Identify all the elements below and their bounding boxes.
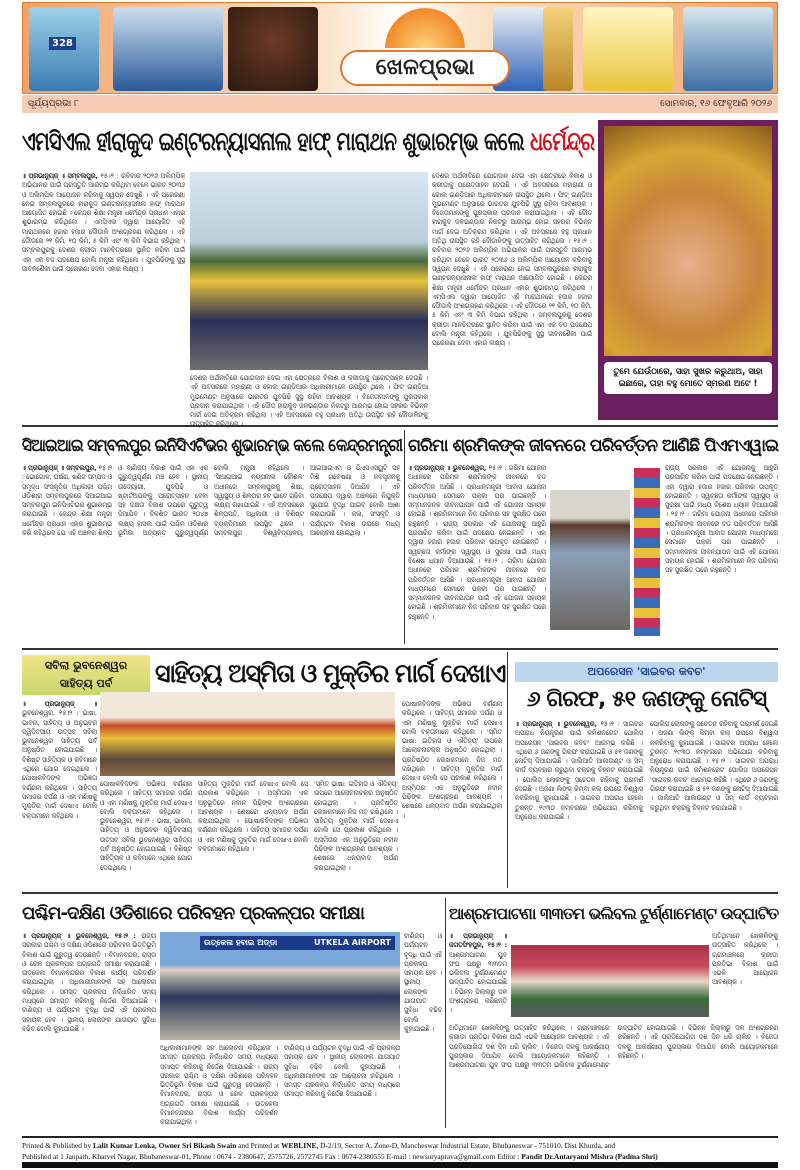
story3-headline: ଗରିମା ଶ୍ରମିକଙ୍କ ଜୀବନରେ ପରିବର୍ତ୍ତନ ଆଣିଛି ପିଏମଏୱାଇ bbox=[408, 436, 779, 456]
trophy-photo bbox=[543, 7, 573, 91]
imprint-footer: Printed & Published by Lalit Kumar Lenka, Owner Sri Bikash Swain and Printed at WEBLINE, D-2/19, Sector A, Zone-D, Mancheswar Industrial Estate, Bhubaneswar - 751010, Dist Khurda, and Published at 1 Janpath, Kharvel Nagar, Bhubaneswar-01, Phone : 0674 - 2380647, 2575726, 2572745 Fax : 0674-2380555 E-mail : newsuryaprava@gmail.com Editor : Pandit Dr.Antaryami Mishra (Padma Shri) bbox=[22, 1136, 778, 1162]
story3-column-2: ରାଜ୍ୟ ସରକାର ଏହି ଯୋଜନାକୁ ଆହୁରି ପ୍ରସାରିତ କରିବା ପାଇଁ ପଦକ୍ଷେପ ନେଇଛନ୍ତି । ଏହା ଦ୍ୱାରା ହଜାର ହଜାର ପରିବାର ଉପକୃତ ହୋଇଛନ୍ତି । ସ୍ୱଚ୍ଛତା କର୍ମୀଙ୍କ ସ୍ୱାସ୍ଥ୍ୟ ଓ ସୁରକ୍ଷା ପାଇଁ ମଧ୍ୟ ବିଶେଷ ଧ୍ୟାନ ଦିଆଯାଉଛି । ୧୫।୨ : ଗରିମା ଯୋଜନା ଅଧୀନରେ ପରିମଳ ଶ୍ରମିକଙ୍କ ଜୀବନରେ ବଡ ପରିବର୍ତ୍ତନ ଆସିଛି । ପ୍ରଧାନମନ୍ତ୍ରୀ ଆବାସ ଯୋଜନା ମାଧ୍ୟମରେ ସେମାନେ ପକ୍କା ଘର ପାଇଛନ୍ତି । ସମ୍ମାନଜନକ ଜୀବନଯାପନ ପାଇଁ ଏହି ଯୋଜନା ସହାୟକ ହୋଇଛି । ଶ୍ରମିକମାନେ ନିଜ ପରିବାର ସହ ସୁରକ୍ଷିତ ଘରେ ରହୁଛନ୍ତି । bbox=[665, 465, 778, 575]
story1-column-2: ଦେଶର ଅର୍ଥନୀତିରେ ଯୋଗଦାନ ଦେଇ ଏହା କ୍ଷେତ୍ରରେ ବିକାଶ ଓ କ୍ରୀଡାକୁ ପ୍ରୋତ୍ସାହନ ଦେଉଛି । ଏହି ଅବସରରେ ମହାରାଣୀ ଓ କୋଲ ଇଣ୍ଡିଆର ଅଧିକାରୀମାନେ ଉପସ୍ଥିତ ଥିଲେ । ଫିଟ୍ ଇଣ୍ଡିଆ ମୁଭମେଣ୍ଟ ଅନୁସାରେ ଭାରତର ଯୁବପିଢି ସୁସ୍ଥ ରହିବା ଆବଶ୍ୟକ । ବିଜେତାମାନଙ୍କୁ ପୁରସ୍କାର ପ୍ରଦାନ କରାଯାଇଥିଲା । ଏହି ଦୌଡ ହୀରାକୁଦ ଜଳଭଣ୍ଡାର ନିକଟରୁ ଆରମ୍ଭ ହୋଇ ସହରର ବିଭିନ୍ନ ମାର୍ଗ ଦେଇ ଅତିକ୍ରମ କରିଥିଲା । ଏହି ଅବସରରେ ବହୁ ପ୍ରଧାନ ଅତିଥି ଉପସ୍ଥିତ ରହି ଦୌଡାଳିଙ୍କୁ bbox=[190, 375, 428, 420]
story4-column-4: 'ସ୍ମିତ ଭାଷା: ଇତିହାସ ଓ ଐତିହ୍ୟ' ଉପରେ ଆଲୋଚନାଚକ୍ର ଅନୁଷ୍ଠିତ ହୋଇଥିଲା । ପ୍ରତିଷ୍ଠିତ ଲେଖକମାନେ ନିଜ ମତ ରଖିଥିଲେ । ସାହିତ୍ୟ ମୁକ୍ତିର ମାର୍ଗ ଦେଖାଏ ବୋଲି ସେ ପ୍ରକାଶ କରିଥିଲେ । ଅସ୍ମିତାର ଏକ ଅନୁଭୂତିରେ ନବୀନ ପିଢିଙ୍କ ଅଂଶଗ୍ରହଣ ଆବଶ୍ୟକ । ଶେଷରେ ଧନ୍ୟବାଦ ଅର୍ପଣ କରାଯାଇଥିଲା । bbox=[314, 781, 398, 872]
divider bbox=[445, 898, 446, 1128]
decorative-panel bbox=[634, 468, 660, 636]
story4-column-1: ॥ ପ୍ରଭାନ୍ୟୁଜ୍ ॥ ଭୁବନେଶ୍ୱର, ୧୫।୨ : ଭାଷା, ଭାବନା, ସାହିତ୍ୟ ଓ ଅନୁଭବର ଦ୍ୱିଦିବସୀୟ ଉତ୍ସବ ସବିଲା ଭୁବନେଶ୍ୱର ସାହିତ୍ୟ ପର୍ବ ଅନୁଷ୍ଠିତ ହୋଇଯାଇଛି । ବିଶିଷ୍ଟ ସାହିତ୍ୟିକ ଓ କବିମାନେ ଏଥିରେ ଯୋଗ ଦେଇଥିଲେ । ପୋଷାକବିଦଙ୍କ ଅଭିଜ୍ଞତା ବର୍ଣ୍ଣନା କରିଥିଲେ । ସାହିତ୍ୟ ସମାଜର ଦର୍ପଣ ଓ ଏହା ମଣିଷକୁ ମୁକ୍ତିର ମାର୍ଗ ଦେଖାଏ ବୋଲି ବକ୍ତାମାନେ କହିଥିଲେ । bbox=[22, 701, 97, 820]
badminton-player-photo bbox=[583, 7, 673, 91]
airport-sign: ଉତ୍କେଳା ହବାଇ ଅଡ୍ଡା UTKELA AIRPORT bbox=[200, 936, 395, 950]
airport-photo bbox=[160, 932, 400, 1040]
worker-photo bbox=[550, 490, 630, 630]
story7-column-2: ଅତିଥିମାନେ ଖେଳାଳିଙ୍କୁ ଉତ୍ସାହିତ କରିଥିଲେ । ଗ୍ରାମାଞ୍ଚଳରେ କ୍ରୀଡା ପ୍ରତିଭା ବିକାଶ ପାଇଁ ଏଭଳି ଆୟୋଜନ ଆବଶ୍ୟକ । bbox=[712, 933, 778, 987]
story1-headline: ଏମସିଏଲ ହୀରାକୁଦ ଇଣ୍ଟରନ୍ୟାସନାଲ ହାଫ୍ ମାରାଥନ ଶୁଭାରମ୍ଭ କଲେ ଧର୍ମେନ୍ଦ୍ର bbox=[22, 127, 595, 157]
story5-column-1: ॥ ପ୍ରଭାନ୍ୟୁଜ୍ ॥ ଭୁବନେଶ୍ୱର, ୧୫।୨ : ସାଇବର ଅପରାଧ ନିୟନ୍ତ୍ରଣ ପାଇଁ କମିଶନରେଟ ପୋଲିସ ଅପରେସନ 'ସାଇବର କବଚ' ଆରମ୍ଭ କରିଛି । ଏଥିରେ ୬ ଜଣଙ୍କୁ ଗିରଫ କରାଯାଇଛି ଓ ୫୧ ଜଣଙ୍କୁ ନୋଟିସ୍ ଦିଆଯାଇଛି । ଜାଲିଆତି ଆକାଉଣ୍ଟ ଓ ସିମ୍ କାର୍ଡ ବ୍ୟବହାର କରୁଥିବା ଚକ୍ରକୁ ଚିହ୍ନଟ କରାଯାଇଛି । ପୋଲିସ ଲୋକଙ୍କୁ ସଚେତନ ରହିବାକୁ ପରାମର୍ଶ ଦେଇଛି । ଅଜଣା ଲିଙ୍କ୍ କିମ୍ବା କଲ୍ ଉପରେ ବିଶ୍ୱାସ ନକରିବାକୁ କୁହାଯାଇଛି । ସାଇବର ଅପରାଧ ହେଲେ ତୁରନ୍ତ ୧୯୩୦ ନମ୍ବରରେ ଅଭିଯୋଗ କରିବାକୁ ଅନୁରୋଧ କରାଯାଇଛି । bbox=[515, 721, 643, 821]
story3-column-1: ॥ ପ୍ରଭାନ୍ୟୁଜ୍ ॥ ଭୁବନେଶ୍ୱର, ୧୫।୨ : ଗରିମା ଯୋଜନା ଅଧୀନରେ ପରିମଳ ଶ୍ରମିକଙ୍କ ଜୀବନରେ ବଡ ପରିବର୍ତ୍ତନ ଆସିଛି । ପ୍ରଧାନମନ୍ତ୍ରୀ ଆବାସ ଯୋଜନା ମାଧ୍ୟମରେ ସେମାନେ ପକ୍କା ଘର ପାଇଛନ୍ତି । ସମ୍ମାନଜନକ ଜୀବନଯାପନ ପାଇଁ ଏହି ଯୋଜନା ସହାୟକ ହୋଇଛି । ଶ୍ରମିକମାନେ ନିଜ ପରିବାର ସହ ସୁରକ୍ଷିତ ଘରେ ରହୁଛନ୍ତି । ରାଜ୍ୟ ସରକାର ଏହି ଯୋଜନାକୁ ଆହୁରି ପ୍ରସାରିତ କରିବା ପାଇଁ ପଦକ୍ଷେପ ନେଇଛନ୍ତି । ଏହା ଦ୍ୱାରା ହଜାର ହଜାର ପରିବାର ଉପକୃତ ହୋଇଛନ୍ତି । ସ୍ୱଚ୍ଛତା କର୍ମୀଙ୍କ ସ୍ୱାସ୍ଥ୍ୟ ଓ ସୁରକ୍ଷା ପାଇଁ ମଧ୍ୟ ବିଶେଷ ଧ୍ୟାନ ଦିଆଯାଉଛି । ୧୫।୨ : ଗରିମା ଯୋଜନା ଅଧୀନରେ ପରିମଳ ଶ୍ରମିକଙ୍କ ଜୀବନରେ ବଡ ପରିବର୍ତ୍ତନ ଆସିଛି । ପ୍ରଧାନମନ୍ତ୍ରୀ ଆବାସ ଯୋଜନା ମାଧ୍ୟମରେ ସେମାନେ ପକ୍କା ଘର ପାଇଛନ୍ତି । ସମ୍ମାନଜନକ ଜୀବନଯାପନ ପାଇଁ ଏହି ଯୋଜନା ସହାୟକ ହୋଇଛି । ଶ୍ରମିକମାନେ ନିଜ ପରିବାର ସହ ସୁରକ୍ଷିତ ଘରେ ରହୁଛନ୍ତି । bbox=[408, 465, 546, 621]
story2-headline: ସିଆଇଆଇ ସମ୍ବଲପୁର ଇନିସିଏଟିଭର ଶୁଭାରମ୍ଭ କଲେ କେନ୍ଦ୍ରମନ୍ତ୍ରୀ bbox=[22, 436, 403, 456]
story4-headline: ସାହିତ୍ୟ ଅସ୍ମିତା ଓ ମୁକ୍ତିର ମାର୍ଗ ଦେଖାଏ bbox=[155, 659, 506, 689]
story1-column-1: ॥ ପ୍ରଭାନ୍ୟୁଜ୍ ॥ ସମ୍ବଲପୁର, ୧୫।୨ : ରବିବାର ୨୦୨୬ ଅଲିମ୍ପିକ ଅଭିଯାନର ପାଇଁ ପ୍ରସ୍ତୁତି ଆରମ୍ଭ କରିଥିବା ବେଳେ ଭାରତ ୨୦୩୬ ଓ ଅଲିମ୍ପିକ ଆୟୋଜନ କରିବାକୁ ସ୍ୱପ୍ନ ଦେଖୁଛି । ଏହି ପ୍ରେରଣା ନେଇ ସମ୍ବଲପୁରରେ ହୀରାକୁଦ ଇଣ୍ଟରନ୍ୟାସନାଲ ହାଫ୍ ମାରାଥନ ଆୟୋଜିତ ହୋଇଛି । କେନ୍ଦ୍ର ଶିକ୍ଷା ମନ୍ତ୍ରୀ ଧର୍ମେନ୍ଦ୍ର ପ୍ରଧାନ ଏହାର ଶୁଭାରମ୍ଭ କରିଥିଲେ । ଏମସିଏଲ ଦ୍ୱାରା ଆୟୋଜିତ ଏହି ମାରାଥନରେ ହଜାର ହଜାର ଦୌଡାଳି ଅଂଶଗ୍ରହଣ କରିଥିଲେ । ଏହି ଦୌଡରେ ୨୧ କିମି, ୧୦ କିମି, ୫ କିମି ଏବଂ ୩ କିମି ବିଭାଗ ରହିଥିଲା । ସମ୍ବଲପୁରକୁ ଦେଶର କ୍ରୀଡା ମାନଚିତ୍ରରେ ସ୍ଥାନିତ କରିବା ପାଇଁ ଏହା ଏକ ବଡ ପଦକ୍ଷେପ ବୋଲି ମନ୍ତ୍ରୀ କହିଥିଲେ । ଯୁବପିଢିଙ୍କୁ ସୁସ୍ଥ ଜୀବନଶୈଳୀ ପାଇଁ ପ୍ରେରଣା ଦେବା ଏହାର ଲକ୍ଷ୍ୟ । bbox=[22, 173, 185, 273]
story4-column-5: ପୋଷାକବିଦଙ୍କ ଅଭିଜ୍ଞତା ବର୍ଣ୍ଣନା କରିଥିଲେ । ସାହିତ୍ୟ ସମାଜର ଦର୍ପଣ ଓ ଏହା ମଣିଷକୁ ମୁକ୍ତିର ମାର୍ଗ ଦେଖାଏ ବୋଲି ବକ୍ତାମାନେ କହିଥିଲେ । 'ସ୍ମିତ ଭାଷା: ଇତିହାସ ଓ ଐତିହ୍ୟ' ଉପରେ ଆଲୋଚନାଚକ୍ର ଅନୁଷ୍ଠିତ ହୋଇଥିଲା । ପ୍ରତିଷ୍ଠିତ ଲେଖକମାନେ ନିଜ ମତ ରଖିଥିଲେ । ସାହିତ୍ୟ ମୁକ୍ତିର ମାର୍ଗ ଦେଖାଏ ବୋଲି ସେ ପ୍ରକାଶ କରିଥିଲେ । ଅସ୍ମିତାର ଏକ ଅନୁଭୂତିରେ ନବୀନ ପିଢିଙ୍କ ଅଂଶଗ୍ରହଣ ଆବଶ୍ୟକ । ଶେଷରେ ଧନ୍ୟବାଦ ଅର୍ପଣ କରାଯାଇଥିଲା । bbox=[402, 701, 502, 820]
literature-festival-photo bbox=[100, 692, 395, 776]
story6-column-1: ॥ ପ୍ରଭାନ୍ୟୁଜ୍ ॥ ଭୁବନେଶ୍ୱର, ୧୫।୨ : ରାଜ୍ୟ ସରକାର ପଶ୍ଚିମ ଓ ଦକ୍ଷିଣ ଓଡିଶାରେ ପରିବହନ ଭିତ୍ତିଭୂମି ବିକାଶ ପାଇଁ ଗୁରୁତ୍ୱ ଦେଉଛନ୍ତି । ବିମାନବନ୍ଦର, ରାସ୍ତା ଓ ରେଳ ପ୍ରକଳ୍ପର ଅଗ୍ରଗତି ସମୀକ୍ଷା କରାଯାଇଛି । ଉତ୍କେଳା ବିମାନବନ୍ଦରର ବିକାଶ କାର୍ଯ୍ୟ ପରିଦର୍ଶନ କରାଯାଇଥିଲା । ଅଧିକାରୀମାନଙ୍କ ସହ ଆଲୋଚନା କରିଥିଲେ । ସମସ୍ତ ପ୍ରକଳ୍ପ ନିର୍ଦ୍ଧାରିତ ସମୟ ମଧ୍ୟରେ ସମାପ୍ତ କରିବାକୁ ନିର୍ଦ୍ଦେଶ ଦିଆଯାଇଛି । ବାଣିଜ୍ୟ ଓ ପର୍ଯ୍ୟଟନ ବୃଦ୍ଧି ପାଇଁ ଏହି ପ୍ରକଳ୍ପ ସହାୟକ ହେବ । ସ୍ଥାନୀୟ ଲୋକଙ୍କ ଯାତାୟାତ ସୁବିଧା ବଢିବ ବୋଲି କୁହାଯାଇଛି । bbox=[22, 933, 156, 1033]
athlete-photo: 328 bbox=[29, 7, 99, 91]
page-number: ସୂର୍ଯ୍ୟପ୍ରଭା ୮ bbox=[28, 99, 79, 109]
story7-column-3: ଅତିଥିମାନେ ଖେଳାଳିଙ୍କୁ ଉତ୍ସାହିତ କରିଥିଲେ । ଗ୍ରାମାଞ୍ଚଳରେ କ୍ରୀଡା ପ୍ରତିଭା ବିକାଶ ପାଇଁ ଏଭଳି ଆୟୋଜନ ଆବଶ୍ୟକ । ଏହି ପ୍ରତିଯୋଗିତା ଦଶ ଦିନ ଧରି ଚାଲିବ । ବିଜେତା ଦଳକୁ ଆକର୍ଷଣୀୟ ପୁରସ୍କାର ଦିଆଯିବ ବୋଲି ଆୟୋଜକମାନେ କହିଛନ୍ତି । ଆଶ୍ରମପାଟଣା ଯୁବ ସଂଘ ପକ୍ଷରୁ ୩୩ତମ ଭଲିବଲ ଟୁର୍ଣ୍ଣାମେଣ୍ଟ ଉଦ୍‌ଘାଟିତ ହୋଇଯାଇଛି । ବିଭିନ୍ନ ଜିଲ୍ଲାରୁ ଦଳ ଅଂଶଗ୍ରହଣ କରିଛନ୍ତି । ଏହି ପ୍ରତିଯୋଗିତା ଦଶ ଦିନ ଧରି ଚାଲିବ । ବିଜେତା ଦଳକୁ ଆକର୍ଷଣୀୟ ପୁରସ୍କାର ଦିଆଯିବ ବୋଲି ଆୟୋଜକମାନେ କହିଛନ୍ତି । bbox=[449, 1025, 778, 1070]
festival-badge: ସବିଲା ଭୁବନେଶ୍ୱର ସାହିତ୍ୟ ପର୍ବ bbox=[22, 655, 150, 695]
story7-column-1: ॥ ପ୍ରଭାନ୍ୟୁଜ୍ ॥ ଜଗତସିଂହପୁର, ୧୫।୨ : ଆଶ୍ରମପାଟଣା ଯୁବ ସଂଘ ପକ୍ଷରୁ ୩୩ତମ ଭଲିବଲ ଟୁର୍ଣ୍ଣାମେଣ୍ଟ ଉଦ୍‌ଘାଟିତ ହୋଇଯାଇଛି । ବିଭିନ୍ନ ଜିଲ୍ଲାରୁ ଦଳ ଅଂଶଗ୍ରହଣ କରିଛନ୍ତି । bbox=[449, 933, 507, 1015]
story6-headline: ପଶ୍ଚିମ-ଦକ୍ଷିଣ ଓଡିଶାରେ ପରିବହନ ପ୍ରକଳ୍ପର ସମୀକ୍ଷା bbox=[22, 903, 365, 924]
story1-column-3: ଦେଶର ଅର୍ଥନୀତିରେ ଯୋଗଦାନ ଦେଇ ଏହା କ୍ଷେତ୍ରରେ ବିକାଶ ଓ କ୍ରୀଡାକୁ ପ୍ରୋତ୍ସାହନ ଦେଉଛି । ଏହି ଅବସରରେ ମହାରାଣୀ ଓ କୋଲ ଇଣ୍ଡିଆର ଅଧିକାରୀମାନେ ଉପସ୍ଥିତ ଥିଲେ । ଫିଟ୍ ଇଣ୍ଡିଆ ମୁଭମେଣ୍ଟ ଅନୁସାରେ ଭାରତର ଯୁବପିଢି ସୁସ୍ଥ ରହିବା ଆବଶ୍ୟକ । ବିଜେତାମାନଙ୍କୁ ପୁରସ୍କାର ପ୍ରଦାନ କରାଯାଇଥିଲା । ଏହି ଦୌଡ ହୀରାକୁଦ ଜଳଭଣ୍ଡାର ନିକଟରୁ ଆରମ୍ଭ ହୋଇ ସହରର ବିଭିନ୍ନ ମାର୍ଗ ଦେଇ ଅତିକ୍ରମ କରିଥିଲା । ଏହି ଅବସରରେ ବହୁ ପ୍ରଧାନ ଅତିଥି ଉପସ୍ଥିତ ରହି ଦୌଡାଳିଙ୍କୁ ଉତ୍ସାହିତ କରିଥିଲେ । ୧୫।୨ : ରବିବାର ୨୦୨୬ ଅଲିମ୍ପିକ ଅଭିଯାନର ପାଇଁ ପ୍ରସ୍ତୁତି ଆରମ୍ଭ କରିଥିବା ବେଳେ ଭାରତ ୨୦୩୬ ଓ ଅଲିମ୍ପିକ ଆୟୋଜନ କରିବାକୁ ସ୍ୱପ୍ନ ଦେଖୁଛି । ଏହି ପ୍ରେରଣା ନେଇ ସମ୍ବଲପୁରରେ ହୀରାକୁଦ ଇଣ୍ଟରନ୍ୟାସନାଲ ହାଫ୍ ମାରାଥନ ଆୟୋଜିତ ହୋଇଛି । କେନ୍ଦ୍ର ଶିକ୍ଷା ମନ୍ତ୍ରୀ ଧର୍ମେନ୍ଦ୍ର ପ୍ରଧାନ ଏହାର ଶୁଭାରମ୍ଭ କରିଥିଲେ । ଏମସିଏଲ ଦ୍ୱାରା ଆୟୋଜିତ ଏହି ମାରାଥନରେ ହଜାର ହଜାର ଦୌଡାଳି ଅଂଶଗ୍ରହଣ କରିଥିଲେ । ଏହି ଦୌଡରେ ୨୧ କିମି, ୧୦ କିମି, ୫ କିମି ଏବଂ ୩ କିମି ବିଭାଗ ରହିଥିଲା । ସମ୍ବଲପୁରକୁ ଦେଶର କ୍ରୀଡା ମାନଚିତ୍ରରେ ସ୍ଥାନିତ କରିବା ପାଇଁ ଏହା ଏକ ବଡ ପଦକ୍ଷେପ ବୋଲି ମନ୍ତ୍ରୀ କହିଥିଲେ । ଯୁବପିଢିଙ୍କୁ ସୁସ୍ଥ ଜୀବନଶୈଳୀ ପାଇଁ ପ୍ରେରଣା ଦେବା ଏହାର ଲକ୍ଷ୍ୟ । bbox=[432, 173, 592, 348]
marathon-photo bbox=[190, 172, 428, 370]
volleyball-event-photo bbox=[511, 945, 709, 1017]
story5-headline: ୬ ଗିରଫ, ୫୧ ଜଣଙ୍କୁ ନୋଟିସ୍ bbox=[526, 687, 767, 712]
divider bbox=[507, 652, 508, 888]
issue-date: ସୋମବାର, ୧୬ ଫେବୃଆରି ୨୦୨୬ bbox=[660, 99, 772, 109]
divider bbox=[22, 648, 778, 650]
divider bbox=[22, 892, 778, 894]
story2-body: ॥ ପ୍ରଭାନ୍ୟୁଜ୍ ॥ ସମ୍ବଲପୁର, ୧୫।୨ : ଭୋଗୋଳ, ଘର୍ଷଣ, ଖଣିଜ ସମ୍ପଦ ଓ ସମୃଦ୍ଧ ସଂସ୍କୃତିର ଅଧିକାରୀ ପଶ୍ଚିମ ଓଡିଶାର ସମ୍ବଲପୁରରେ ସିଆଇଆଇ ସମ୍ବଲପୁର ଇନିସିଏଟିଭର ଶୁଭାରମ୍ଭ କରାଯାଇଛି । କେନ୍ଦ୍ର ଶିକ୍ଷା ମନ୍ତ୍ରୀ ଧର୍ମେନ୍ଦ୍ର ପ୍ରଧାନ ଏହାର ଶୁଭାରମ୍ଭ କରି କହିଥିଲେ ଯେ ଏହି ଅଞ୍ଚଳର ଶିଳ୍ପ ଓ ବାଣିଜ୍ୟ ବିକାଶ ପାଇଁ ଏହା ଏକ ଗୁରୁତ୍ୱପୂର୍ଣ୍ଣ ମଞ୍ଚ ହେବ । ସ୍ଥାନୀୟ ଉଦ୍ୟୋଗୀ, ଯୁବପିଢି ଓ ଷ୍ଟାର୍ଟଅପଙ୍କୁ ପ୍ରୋତ୍ସାହନ ଦେବା ସହ ଦକ୍ଷତା ବିକାଶ ଉପରେ ଗୁରୁତ୍ୱ ଦିଆଯିବ । ବିକଶିତ ଭାରତ ୨୦୪୭ ଲକ୍ଷ୍ୟ ହାସଲ ପାଇଁ ପଶ୍ଚିମ ଓଡିଶାର ଭୂମିକା ଅତ୍ୟନ୍ତ ଗୁରୁତ୍ୱପୂର୍ଣ୍ଣ ବୋଲି ମନ୍ତ୍ରୀ କହିଥିଲେ । 'ସିଆଇଆଇ ନ୍ୟସନାଲ କୌଶଳ' ଅଧୀନରେ ସମ୍ବଲପୁରକୁ ଶିକ୍ଷା, ସ୍ୱାସ୍ଥ୍ୟ ଓ ଶିଳ୍ପର ହବ୍ ଭାବେ ଗଢିବା ଲକ୍ଷ୍ୟ ରଖାଯାଇଛି । ଏହି ଅବସରରେ ଶିଳ୍ପପତି, ଅଧିକାରୀ ଓ ବିଶିଷ୍ଟ ବ୍ୟକ୍ତିମାନେ ଉପସ୍ଥିତ ଥିଲେ । ସମ୍ବଲପୁର ବିଶ୍ୱବିଦ୍ୟାଳୟ, ଆଇଆଇଏମ ଓ ଭିଏସଏସୟୁଟି ସହ ମିଶି ଗବେଷଣା ଓ ନବସୃଜନକୁ ପ୍ରୋତ୍ସାହନ ଦିଆଯିବ । ଏହି ପଦକ୍ଷେପ ଦ୍ୱାରା ଅଞ୍ଚଳରେ ନିଯୁକ୍ତି ସୁଯୋଗ ବୃଦ୍ଧି ପାଇବ ବୋଲି ଆଶା କରାଯାଉଛି । କଳା, ସଂସ୍କୃତି ଓ ପର୍ଯ୍ୟଟନ ବିକାଶ ଉପରେ ମଧ୍ୟ ଆଲୋଚନା ହୋଇଥିଲା । bbox=[22, 465, 400, 538]
story7-headline: ଆଶ୍ରମପାଟଣା ୩୩ତମ ଭଲିବଲ ଟୁର୍ଣ୍ଣାମେଣ୍ଟ ଉଦ୍‌ଘାଟିତ bbox=[449, 904, 779, 923]
girl-portrait-photo bbox=[228, 7, 318, 91]
hockey-team-photo bbox=[683, 7, 773, 91]
story6-column-2: ଅଧିକାରୀମାନଙ୍କ ସହ ଆଲୋଚନା କରିଥିଲେ । ସମସ୍ତ ପ୍ରକଳ୍ପ ନିର୍ଦ୍ଧାରିତ ସମୟ ମଧ୍ୟରେ ସମାପ୍ତ କରିବାକୁ ନିର୍ଦ୍ଦେଶ ଦିଆଯାଇଛି । ରାଜ୍ୟ ସରକାର ପଶ୍ଚିମ ଓ ଦକ୍ଷିଣ ଓଡିଶାରେ ପରିବହନ ଭିତ୍ତିଭୂମି ବିକାଶ ପାଇଁ ଗୁରୁତ୍ୱ ଦେଉଛନ୍ତି । ବିମାନବନ୍ଦର, ରାସ୍ତା ଓ ରେଳ ପ୍ରକଳ୍ପର ଅଗ୍ରଗତି ସମୀକ୍ଷା କରାଯାଇଛି । ଉତ୍କେଳା ବିମାନବନ୍ଦରର ବିକାଶ କାର୍ଯ୍ୟ ପରିଦର୍ଶନ କରାଯାଇଥିଲା । bbox=[160, 1045, 278, 1127]
story6-column-3: ବାଣିଜ୍ୟ ଓ ପର୍ଯ୍ୟଟନ ବୃଦ୍ଧି ପାଇଁ ଏହି ପ୍ରକଳ୍ପ ସହାୟକ ହେବ । ସ୍ଥାନୀୟ ଲୋକଙ୍କ ଯାତାୟାତ ସୁବିଧା ବଢିବ ବୋଲି କୁହାଯାଇଛି । ଅଧିକାରୀମାନଙ୍କ ସହ ଆଲୋଚନା କରିଥିଲେ । ସମସ୍ତ ପ୍ରକଳ୍ପ ନିର୍ଦ୍ଧାରିତ ସମୟ ମଧ୍ୟରେ ସମାପ୍ତ କରିବାକୁ ନିର୍ଦ୍ଦେଶ ଦିଆଯାଇଛି । bbox=[284, 1045, 400, 1099]
story5-column-2: ପୋଲିସ ଲୋକଙ୍କୁ ସଚେତନ ରହିବାକୁ ପରାମର୍ଶ ଦେଇଛି । ଅଜଣା ଲିଙ୍କ୍ କିମ୍ବା କଲ୍ ଉପରେ ବିଶ୍ୱାସ ନକରିବାକୁ କୁହାଯାଇଛି । ସାଇବର ଅପରାଧ ହେଲେ ତୁରନ୍ତ ୧୯୩୦ ନମ୍ବରରେ ଅଭିଯୋଗ କରିବାକୁ ଅନୁରୋଧ କରାଯାଇଛି । ୧୫।୨ : ସାଇବର ଅପରାଧ ନିୟନ୍ତ୍ରଣ ପାଇଁ କମିଶନରେଟ ପୋଲିସ ଅପରେସନ 'ସାଇବର କବଚ' ଆରମ୍ଭ କରିଛି । ଏଥିରେ ୬ ଜଣଙ୍କୁ ଗିରଫ କରାଯାଇଛି ଓ ୫୧ ଜଣଙ୍କୁ ନୋଟିସ୍ ଦିଆଯାଇଛି । ଜାଲିଆତି ଆକାଉଣ୍ଟ ଓ ସିମ୍ କାର୍ଡ ବ୍ୟବହାର କରୁଥିବା ଚକ୍ରକୁ ଚିହ୍ନଟ କରାଯାଇଛି । bbox=[650, 721, 778, 812]
sai-baba-quote-box bbox=[598, 120, 778, 420]
story6-column-4: ବାଣିଜ୍ୟ ଓ ପର୍ଯ୍ୟଟନ ବୃଦ୍ଧି ପାଇଁ ଏହି ପ୍ରକଳ୍ପ ସହାୟକ ହେବ । ସ୍ଥାନୀୟ ଲୋକଙ୍କ ଯାତାୟାତ ସୁବିଧା ବଢିବ ବୋଲି କୁହାଯାଇଛି । bbox=[404, 933, 442, 1033]
sai-baba-photo bbox=[604, 126, 772, 356]
quote-caption: ତୁମେ ଯେଉଁଠାରେ, ସାହା ସୁଖର କରୁଥାଅ, ସାହା ଇଛାରେ, ତାହା ବହୁ ମୋତେ ସ୍ମରଣ ଅଟେ ! bbox=[604, 362, 772, 394]
story4-column-3: ସାହିତ୍ୟ ମୁକ୍ତିର ମାର୍ଗ ଦେଖାଏ ବୋଲି ସେ ପ୍ରକାଶ କରିଥିଲେ । ଅସ୍ମିତାର ଏକ ଅନୁଭୂତିରେ ନବୀନ ପିଢିଙ୍କ ଅଂଶଗ୍ରହଣ ଆବଶ୍ୟକ । ଶେଷରେ ଧନ୍ୟବାଦ ଅର୍ପଣ କରାଯାଇଥିଲା । ପୋଷାକବିଦଙ୍କ ଅଭିଜ୍ଞତା ବର୍ଣ୍ଣନା କରିଥିଲେ । ସାହିତ୍ୟ ସମାଜର ଦର୍ପଣ ଓ ଏହା ମଣିଷକୁ ମୁକ୍ତିର ମାର୍ଗ ଦେଖାଏ ବୋଲି ବକ୍ତାମାନେ କହିଥିଲେ । bbox=[198, 781, 309, 854]
story5-kicker: ଅପରେସନ 'ସାଇବର କବଚ' bbox=[515, 662, 778, 682]
date-strip bbox=[22, 95, 778, 113]
story4-column-2: ପୋଷାକବିଦଙ୍କ ଅଭିଜ୍ଞତା ବର୍ଣ୍ଣନା କରିଥିଲେ । ସାହିତ୍ୟ ସମାଜର ଦର୍ପଣ ଓ ଏହା ମଣିଷକୁ ମୁକ୍ତିର ମାର୍ଗ ଦେଖାଏ ବୋଲି ବକ୍ତାମାନେ କହିଥିଲେ । ଭୁବନେଶ୍ୱର, ୧୫।୨ : ଭାଷା, ଭାବନା, ସାହିତ୍ୟ ଓ ଅନୁଭବର ଦ୍ୱିଦିବସୀୟ ଉତ୍ସବ ସବିଲା ଭୁବନେଶ୍ୱର ସାହିତ୍ୟ ପର୍ବ ଅନୁଷ୍ଠିତ ହୋଇଯାଇଛି । ବିଶିଷ୍ଟ ସାହିତ୍ୟିକ ଓ କବିମାନେ ଏଥିରେ ଯୋଗ ଦେଇଥିଲେ । bbox=[100, 781, 192, 872]
divider bbox=[404, 430, 405, 644]
footer-bar bbox=[22, 1162, 778, 1168]
hockey-player-photo bbox=[113, 7, 223, 91]
divider bbox=[22, 425, 778, 427]
section-title: ଖେଳପ୍ରଭା bbox=[340, 50, 510, 86]
